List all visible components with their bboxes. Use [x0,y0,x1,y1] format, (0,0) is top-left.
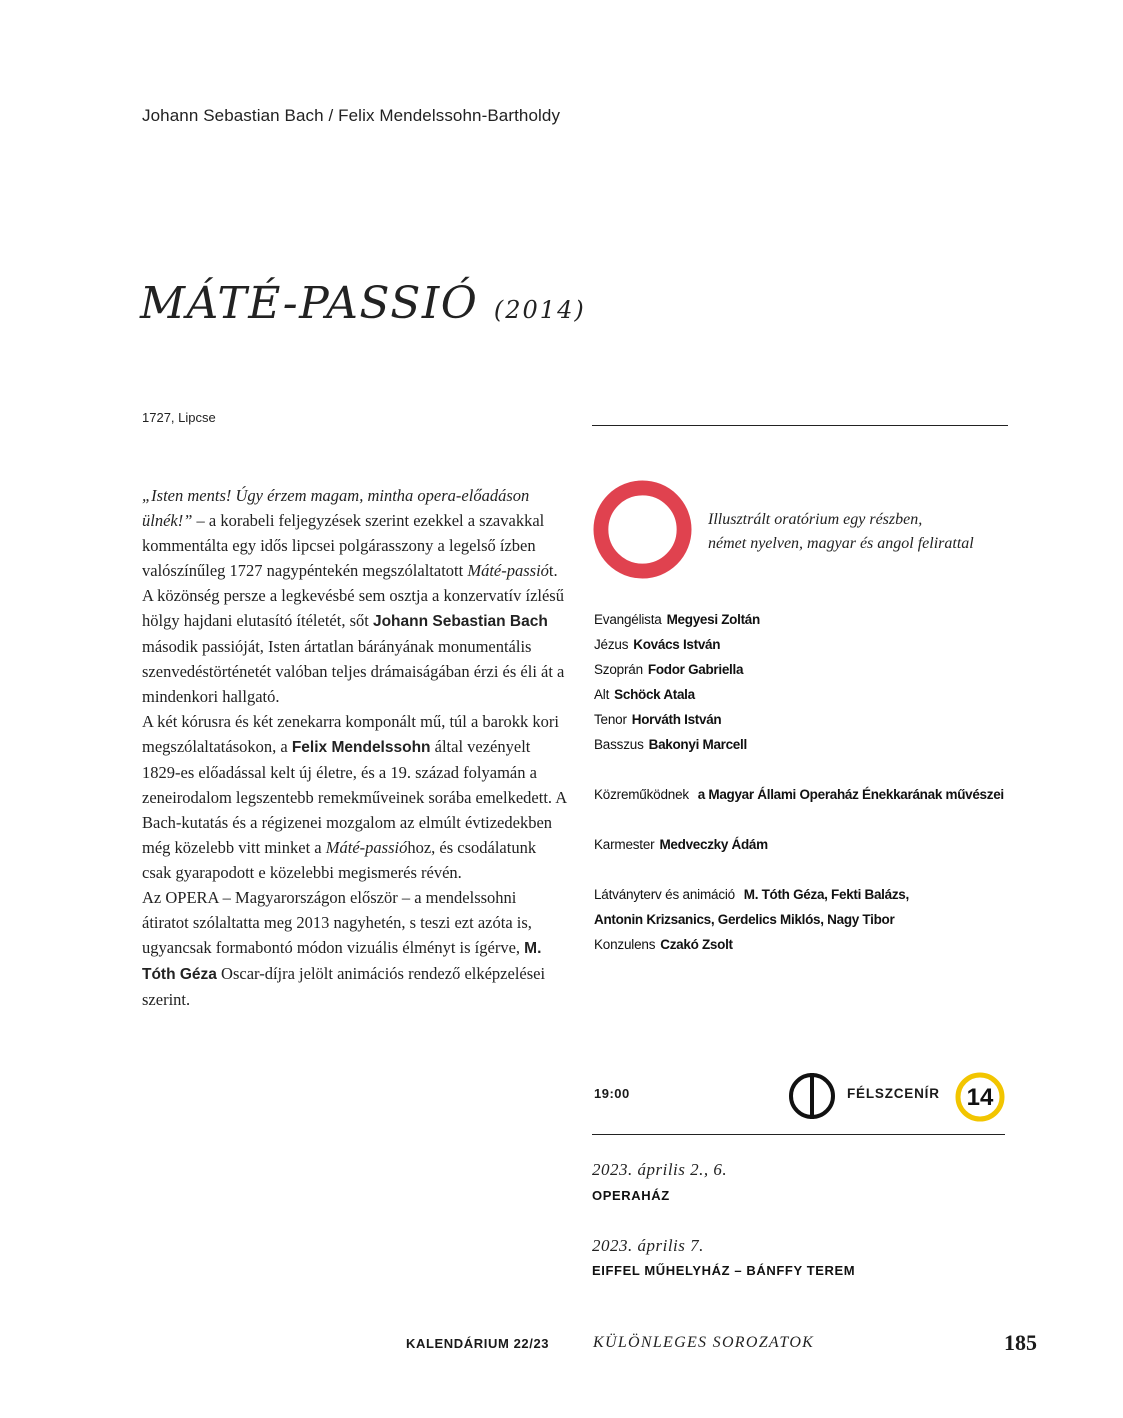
divider [592,425,1008,426]
footer-calendar: KALENDÁRIUM 22/23 [406,1336,550,1351]
title-year: (2014) [493,296,586,324]
felszcenir-logo-icon [787,1071,837,1121]
title-text: MÁTÉ-PASSIÓ [140,278,479,329]
quote: „Isten ments! Úgy érzem magam, mintha opera-előadáson ülnék!” [142,486,530,530]
article-body [142,483,567,1012]
chorus-credit: Közreműködnek a Magyar Állami Operaház Énekkarának művészei [594,787,1004,802]
premiere-info: 1727, Lipcse [142,410,216,425]
cast-row: Alt Schöck Atala [594,687,695,702]
schedule-divider [592,1134,1005,1135]
performance-date: 2023. április 2., 6. [592,1160,728,1179]
venue-label: FÉLSZCENÍR [847,1086,940,1101]
cast-row: Szoprán Fodor Gabriella [594,662,744,677]
visual-credit-cont: Antonin Krizsanics, Gerdelics Miklós, Nagy Tibor [594,912,895,927]
composer-name: Johann Sebastian Bach [372,613,548,630]
footer-section: KÜLÖNLEGES SOROZATOK [593,1334,815,1351]
paragraph-3: Az OPERA – Magyarországon először – a mendelssohni átiratot szólaltatta meg 2013 nagyhetén, s teszi ezt azóta is, ugyancsak formabontó módon vizuális élményt is ígérve, M. Tóth Géza Oscar-díjra jelölt animációs rendező elképzelései szerint. [142,888,546,1009]
paragraph-2: A két kórusra és két zenekarra komponált mű, túl a barokk kori megszólaltatásokon, a Felix Mendelssohn által vezényelt 1829-es előadással kelt új életre, és a 19. század folyamán a zeneirodalom legszentebb remekműveinek sorába emelkedett. A Bach-kutatás és a régizenei mozgalom az elmúlt évtizedekben még közelebb vitt minket a Máté-passióhoz, és csodálatunk csak gyarapodott e közelebbi megismerés révén. [142,712,567,882]
consultant-credit: Konzulens Czakó Zsolt [594,937,733,952]
director-name: M. Tóth Géza [142,940,542,983]
page-title [140,278,586,329]
age-rating-text: 14 [966,1084,994,1111]
cast-row: Evangélista Megyesi Zoltán [594,612,760,627]
performance-date: 2023. április 7. [592,1236,704,1255]
arranger-name: Felix Mendelssohn [291,739,431,756]
start-time: 19:00 [594,1086,630,1101]
paragraph-1: „Isten ments! Úgy érzem magam, mintha opera-előadáson ülnék!” – a korabeli feljegyzések szerint ezekkel a szavakkal kommentálta egy idős lipcsei polgárasszony a legelső ízben valószínűleg 1727 nagypéntekén megszólaltatott Máté-passiót. A közönség persze a legkevésbé sem osztja a konzervatív ízlésű hölgy hajdani elutasító ítéletét, sőt Johann Sebastian Bach második passióját, Isten ártatlan bárányának monumentális szenvedéstörténetét valóban teljes drámaiságában érzi és éli át a mindenkori hallgató. [142,486,565,706]
oratorio-ring-icon [593,480,692,579]
cast-row: Jézus Kovács István [594,637,721,652]
page-number: 185 [1004,1330,1037,1355]
cast-row: Tenor Horváth István [594,712,722,727]
visual-credit: Látványterv és animáció M. Tóth Géza, Fekti Balázs, [594,887,909,902]
conductor-credit: Karmester Medveczky Ádám [594,837,768,852]
performance-venue: OPERAHÁZ [592,1188,670,1203]
performance-venue: EIFFEL MŰHELYHÁZ – BÁNFFY TEREM [592,1263,856,1278]
cast-list [594,607,1034,957]
genre-description: Illusztrált oratórium egy részben, német nyelven, magyar és angol felirattal [708,511,974,552]
age-rating-badge [955,1072,1005,1122]
cast-row: Basszus Bakonyi Marcell [594,737,747,752]
composers: Johann Sebastian Bach / Felix Mendelssohn-Bartholdy [142,106,561,125]
